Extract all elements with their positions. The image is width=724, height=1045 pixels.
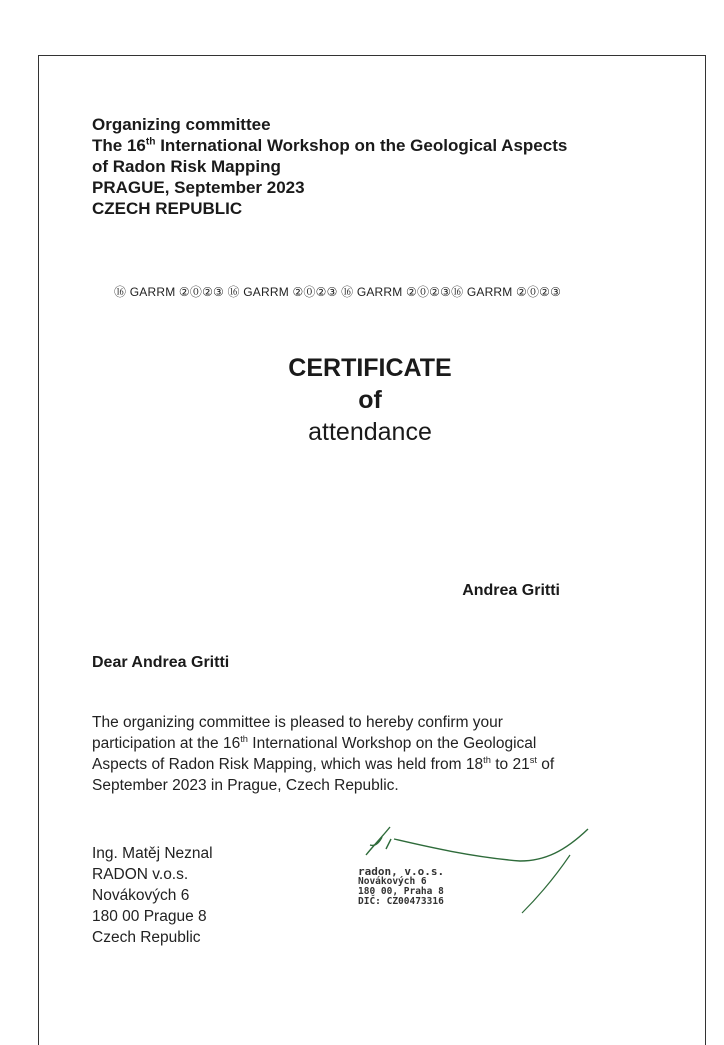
header-line-topic: of Radon Risk Mapping xyxy=(92,157,281,176)
certificate-title xyxy=(200,352,540,448)
company-stamp xyxy=(358,867,498,907)
stamp-street: Novákových 6 xyxy=(358,876,427,887)
header-line-committee: Organizing committee xyxy=(92,115,271,134)
address-company: RADON v.o.s. xyxy=(92,866,189,883)
header-line-place: PRAGUE, September 2023 xyxy=(92,178,305,197)
stamp-city: 180 00, Praha 8 xyxy=(358,886,444,897)
garrm-banner: ⑯ GARRM ②⓪②③ ⑯ GARRM ②⓪②③ ⑯ GARRM ②⓪②③⑯ GARRM ②⓪②③ xyxy=(114,285,562,299)
stamp-tax-id: DIČ: CZ00473316 xyxy=(358,896,444,907)
body-line-3: Aspects of Radon Risk Mapping, which was held from 18th to 21st of xyxy=(92,754,555,773)
title-attendance: attendance xyxy=(308,418,432,446)
address-name: Ing. Matěj Neznal xyxy=(92,845,213,862)
title-certificate: CERTIFICATE xyxy=(288,354,452,382)
confirmation-text xyxy=(92,712,672,796)
header-line-country: CZECH REPUBLIC xyxy=(92,199,243,218)
stamp-company: radon, v.o.s. xyxy=(358,865,445,878)
body-line-1: The organizing committee is pleased to hereby confirm your xyxy=(92,714,503,731)
salutation: Dear Andrea Gritti xyxy=(92,654,230,671)
header-line-workshop: The 16th International Workshop on the Geological Aspects xyxy=(92,136,568,155)
address-country: Czech Republic xyxy=(92,929,201,946)
organizer-header xyxy=(92,114,672,219)
sender-address xyxy=(92,843,312,948)
recipient-name: Andrea Gritti xyxy=(462,582,560,599)
body-line-2: participation at the 16th International Workshop on the Geological xyxy=(92,733,537,752)
title-of: of xyxy=(358,386,382,414)
address-city: 180 00 Prague 8 xyxy=(92,908,207,925)
body-line-4: September 2023 in Prague, Czech Republic. xyxy=(92,777,399,794)
address-street: Novákových 6 xyxy=(92,887,190,904)
